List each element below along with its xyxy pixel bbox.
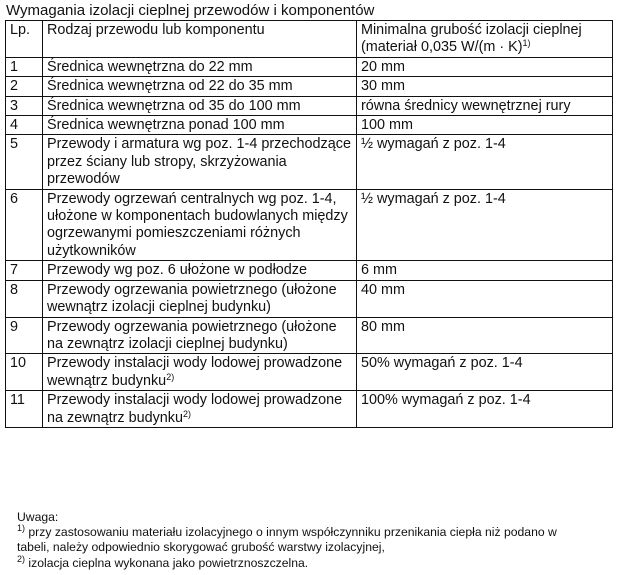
table-row [6, 261, 613, 280]
header-type: Rodzaj przewodu lub komponentu [43, 21, 357, 58]
table-header-row [6, 21, 613, 58]
row-description [43, 77, 357, 96]
row-lp: 7 [6, 261, 43, 280]
table-row [6, 96, 613, 115]
row-description [43, 280, 357, 317]
row-description [43, 135, 357, 189]
row-description [43, 116, 357, 135]
table-row [6, 280, 613, 317]
table-row [6, 135, 613, 189]
row-min-thickness: 30 mm [357, 77, 613, 96]
footnote-2 [17, 553, 615, 571]
row-min-thickness: 50% wymagań z poz. 1-4 [357, 354, 613, 391]
row-lp: 11 [6, 391, 43, 428]
row-description [43, 261, 357, 280]
row-min-thickness: 100 mm [357, 116, 613, 135]
footnote-1 [17, 525, 615, 540]
table-row [6, 57, 613, 76]
table-body [6, 57, 613, 427]
row-description [43, 391, 357, 428]
row-min-thickness: 20 mm [357, 57, 613, 76]
row-description [43, 317, 357, 354]
row-lp: 3 [6, 96, 43, 115]
row-description [43, 354, 357, 391]
insulation-requirements-table [5, 20, 613, 428]
notes-heading: Uwaga: [17, 510, 59, 524]
row-description-text: Przewody i armatura wg poz. 1-4 przechodzące przez ściany lub stropy, skrzyżowania przewodów [47, 136, 351, 188]
footnote-2-text: izolacja cieplna wykonana jako powietrznoszczelna. [28, 555, 309, 570]
row-lp: 1 [6, 57, 43, 76]
footnote-ref-2: 2) [166, 371, 175, 382]
row-description-text: Przewody wg poz. 6 ułożone w podłodze [47, 262, 307, 279]
table-row [6, 77, 613, 96]
row-description [43, 57, 357, 76]
table-row [6, 317, 613, 354]
table-row [6, 189, 613, 261]
table-title: Wymagania izolacji cieplnej przewodów i komponentów [6, 2, 375, 19]
table-row [6, 354, 613, 391]
header-lp: Lp. [6, 21, 43, 58]
row-min-thickness: 100% wymagań z poz. 1-4 [357, 391, 613, 428]
table-row [6, 116, 613, 135]
row-description-text: Średnica wewnętrzna od 35 do 100 mm [47, 97, 301, 114]
row-lp: 2 [6, 77, 43, 96]
row-lp: 8 [6, 280, 43, 317]
row-min-thickness: 40 mm [357, 280, 613, 317]
row-description-text: Przewody ogrzewań centralnych wg poz. 1-4, ułożone w komponentach budowlanych między ogrzewanymi pomieszczeniami różnych użytkowników [47, 190, 348, 259]
table-row [6, 391, 613, 428]
footnotes [17, 510, 615, 571]
footnote-ref-1: 1) [522, 38, 531, 49]
row-lp: 6 [6, 189, 43, 261]
header-thickness-label: Minimalna grubość izolacji cieplnej [361, 22, 582, 38]
row-lp: 9 [6, 317, 43, 354]
row-description-text: Przewody ogrzewania powietrznego (ułożone na zewnątrz izolacji cieplnej budynku) [47, 318, 337, 352]
footnote-1-mark: 1) [17, 523, 26, 534]
header-thickness [357, 21, 613, 58]
row-min-thickness: 80 mm [357, 317, 613, 354]
footnote-1-cont: tabeli, należy odpowiednio skorygować grubość warstwy izolacyjnej, [17, 540, 385, 555]
row-lp: 4 [6, 116, 43, 135]
footnote-2-mark: 2) [17, 553, 26, 564]
row-description [43, 96, 357, 115]
row-description-text: Średnica wewnętrzna od 22 do 35 mm [47, 78, 293, 95]
row-description-text: Przewody instalacji wody lodowej prowadzone wewnątrz budynku [47, 355, 343, 389]
row-description-text: Średnica wewnętrzna ponad 100 mm [47, 117, 285, 134]
header-thickness-unit: (materiał 0,035 $W/(m \cdot K)^{1)}$ [361, 38, 531, 56]
footnote-ref-2: 2) [183, 408, 192, 419]
row-min-thickness: ½ wymagań z poz. 1-4 [357, 135, 613, 189]
row-lp: 5 [6, 135, 43, 189]
row-description-text: Przewody ogrzewania powietrznego (ułożone wewnątrz izolacji cieplnej budynku) [47, 281, 337, 316]
footnote-1-line1: przy zastosowaniu materiału izolacyjnego o innym współczynniku przenikania ciepła niż podano w [28, 525, 557, 540]
row-description [43, 189, 357, 261]
row-min-thickness: równa średnicy wewnętrznej rury [357, 96, 613, 115]
row-lp: 10 [6, 354, 43, 391]
row-min-thickness: ½ wymagań z poz. 1-4 [357, 189, 613, 261]
row-description-text: Przewody instalacji wody lodowej prowadzone na zewnątrz budynku [47, 392, 343, 426]
row-description-text: Średnica wewnętrzna do 22 mm [47, 58, 253, 75]
row-min-thickness: 6 mm [357, 261, 613, 280]
